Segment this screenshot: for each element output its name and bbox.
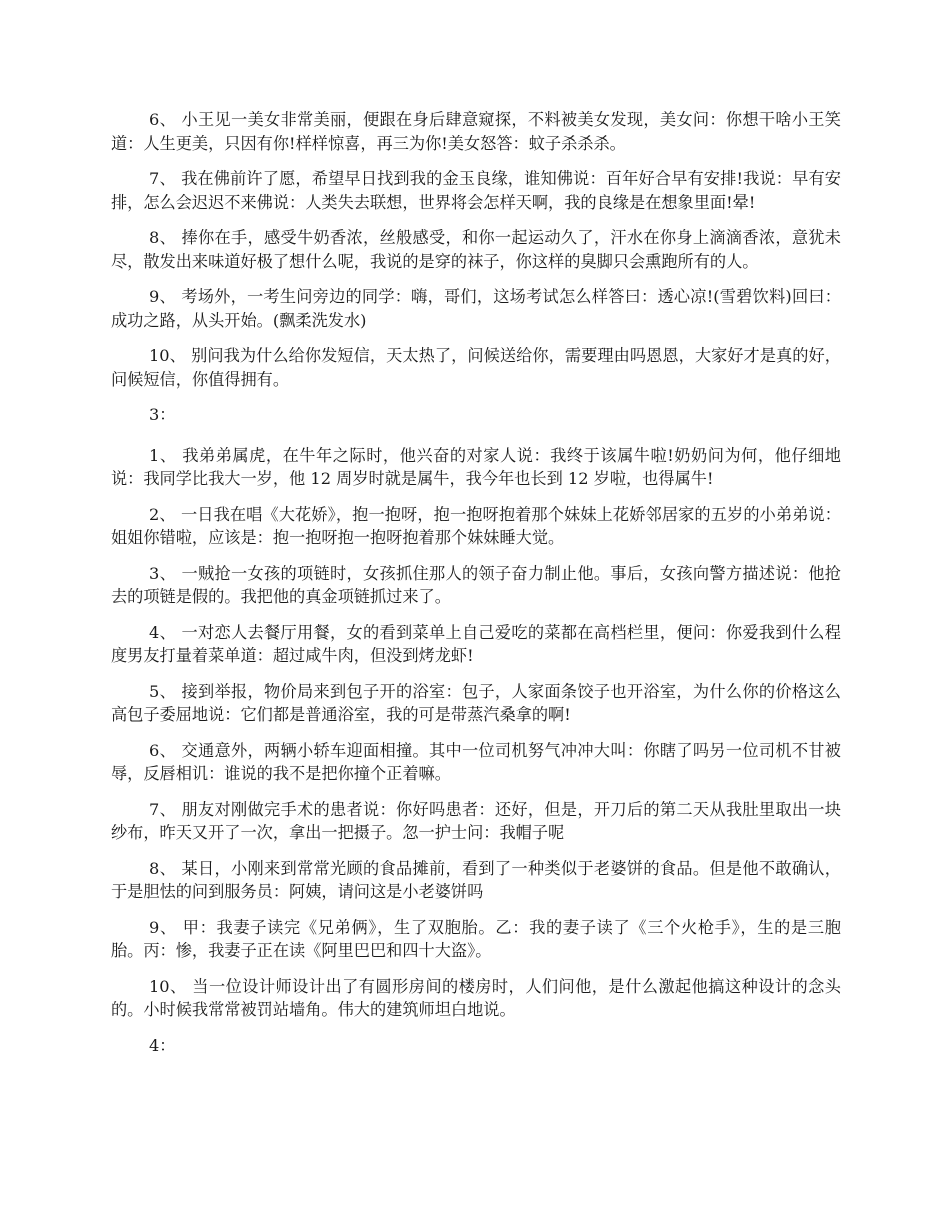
joke-paragraph: 5、 接到举报，物价局来到包子开的浴室：包子，人家面条饺子也开浴室，为什么你的价格这么高包子委屈地说：它们都是普通浴室，我的可是带蒸汽桑拿的啊! xyxy=(111,681,841,724)
joke-paragraph: 6、 交通意外，两辆小轿车迎面相撞。其中一位司机努气冲冲大叫：你瞎了吗另一位司机不甘被辱，反唇相讥：谁说的我不是把你撞个正着嘛。 xyxy=(111,740,841,783)
joke-paragraph: 7、 我在佛前许了愿，希望早日找到我的金玉良缘，谁知佛说：百年好合早有安排!我说：早有安排，怎么会迟迟不来佛说：人类失去联想，世界将会怎样天啊，我的良缘是在想象里面!晕! xyxy=(111,169,841,212)
joke-paragraph: 4、 一对恋人去餐厅用餐，女的看到菜单上自己爱吃的菜都在高档栏里，便问：你爱我到什么程度男友打量着菜单道：超过咸牛肉，但没到烤龙虾! xyxy=(111,622,841,665)
joke-paragraph: 10、 当一位设计师设计出了有圆形房间的楼房时，人们问他，是什么激起他搞这种设计的念头的。小时候我常常被罚站墙角。伟大的建筑师坦白地说。 xyxy=(111,976,841,1019)
joke-paragraph: 3、 一贼抢一女孩的项链时，女孩抓住那人的领子奋力制止他。事后，女孩向警方描述说：他抢去的项链是假的。我把他的真金项链抓过来了。 xyxy=(111,563,841,606)
section-heading-4: 4： xyxy=(149,1035,176,1055)
joke-paragraph: 10、 别问我为什么给你发短信，天太热了，问候送给你，需要理由吗恩恩，大家好才是真的好，问候短信，你值得拥有。 xyxy=(111,346,841,389)
joke-paragraph: 9、 考场外，一考生问旁边的同学：嗨，哥们，这场考试怎么样答曰：透心凉!(雪碧饮料)回曰：成功之路，从头开始。(飘柔洗发水) xyxy=(111,287,841,330)
joke-paragraph: 7、 朋友对刚做完手术的患者说：你好吗患者：还好，但是，开刀后的第二天从我肚里取出一块纱布，昨天又开了一次，拿出一把摄子。忽一护士问：我帽子呢 xyxy=(111,799,841,842)
joke-paragraph: 6、 小王见一美女非常美丽，便跟在身后肆意窥探，不料被美女发现，美女问：你想干啥小王笑道：人生更美，只因有你!样样惊喜，再三为你!美女怒答：蚊子杀杀杀。 xyxy=(111,110,841,153)
joke-paragraph: 8、 捧你在手，感受牛奶香浓，丝般感受，和你一起运动久了，汗水在你身上滴滴香浓，意犹未尽，散发出来味道好极了想什么呢，我说的是穿的袜子，你这样的臭脚只会熏跑所有的人。 xyxy=(111,228,841,271)
joke-paragraph: 1、 我弟弟属虎，在牛年之际时，他兴奋的对家人说：我终于该属牛啦!奶奶问为何，他仔细地说：我同学比我大一岁，他 12 周岁时就是属牛，我今年也长到 12 岁啦，也得属牛! xyxy=(111,445,841,488)
section-heading-3: 3： xyxy=(149,405,176,424)
joke-paragraph: 9、 甲：我妻子读完《兄弟俩》，生了双胞胎。乙：我的妻子读了《三个火枪手》，生的是三胞胎。丙：惨，我妻子正在读《阿里巴巴和四十大盗》。 xyxy=(111,917,841,960)
joke-paragraph: 2、 一日我在唱《大花娇》，抱一抱呀，抱一抱呀抱着那个妹妹上花娇邻居家的五岁的小弟弟说：姐姐你错啦，应该是：抱一抱呀抱一抱呀抱着那个妹妹睡大觉。 xyxy=(111,504,841,547)
joke-paragraph: 8、 某日，小刚来到常常光顾的食品摊前，看到了一种类似于老婆饼的食品。但是他不敢确认，于是胆怯的问到服务员：阿姨，请问这是小老婆饼吗 xyxy=(111,858,841,901)
document-page xyxy=(111,108,841,1074)
